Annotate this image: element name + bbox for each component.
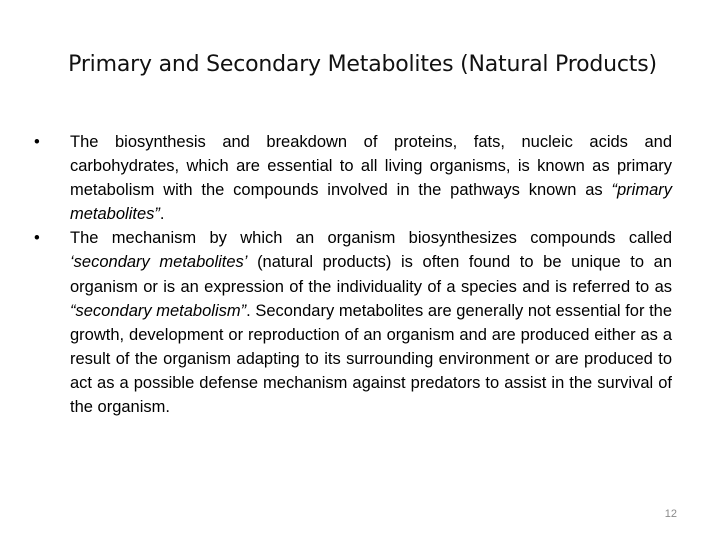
bullet-item-primary-metabolism: [34, 130, 672, 226]
bullet-text: The biosynthesis and breakdown of proteins, fats, nucleic acids and carbohydrates, which are essential to all living organisms, is known as primary metabolism with the compounds involved in the pathways known as: [70, 133, 672, 200]
bullet-icon: •: [34, 229, 40, 248]
bullet-text: The mechanism by which an organism biosynthesizes compounds called: [70, 229, 672, 248]
term-secondary-metabolism: “secondary metabolism”: [70, 301, 247, 320]
page-number: 12: [664, 508, 677, 520]
bullet-text: . Secondary metabolites are generally not essential for the growth, development or reproduction of an organism and are produced either as a result of the organism adapting to its surrounding environment or are produced to act as a possible defense mechanism against predators to assist in the survival of the organism.: [70, 301, 673, 417]
term-primary-metabolites: “primary metabolites”: [70, 181, 672, 224]
bullet-text: (natural products) is often found to be unique to an organism or is an expression of the individuality of a species and is referred to as: [70, 253, 672, 296]
bullet-list: [34, 130, 672, 419]
bullet-icon: •: [34, 133, 40, 151]
bullet-text: .: [159, 205, 165, 224]
bullet-item-secondary-metabolism: [34, 226, 672, 419]
slide-title: Primary and Secondary Metabolites (Natural Products): [68, 52, 657, 77]
term-secondary-metabolites: ‘secondary metabolites’: [70, 253, 248, 272]
